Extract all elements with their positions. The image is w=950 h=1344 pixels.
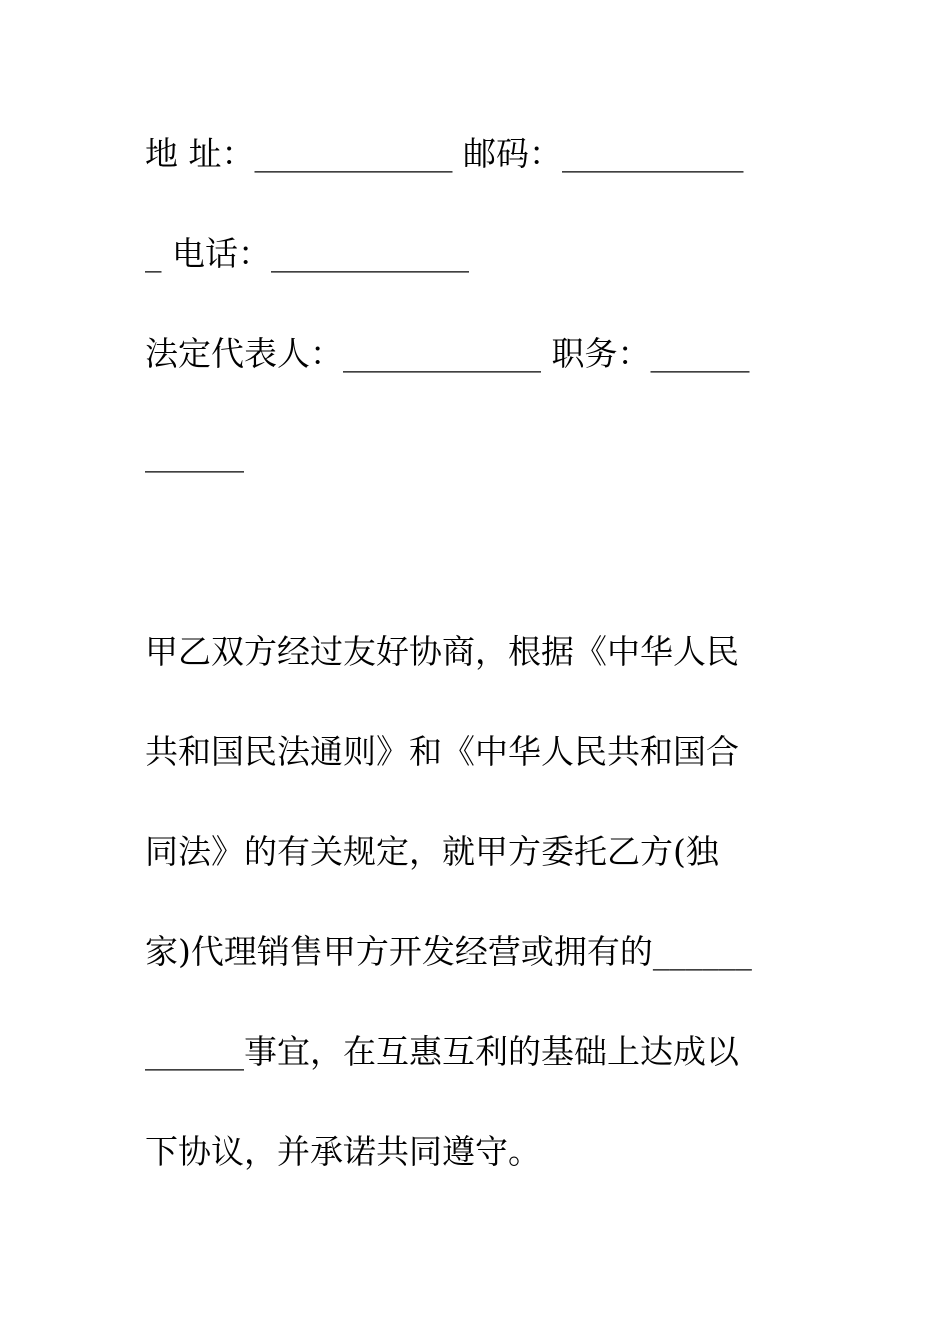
preamble-line: ______事宜，在互惠互利的基础上达成以 [145,1032,739,1071]
legal-representative-line: 法定代表人：____________ 职务：______ [145,334,750,373]
preamble-line: 家)代理销售甲方开发经营或拥有的______ [145,932,752,971]
preamble-line: 同法》的有关规定，就甲方委托乙方(独 [145,832,719,871]
position-blank-line: ______ [145,434,244,473]
address-postcode-line: 地 址：____________ 邮码：___________ [145,134,744,173]
phone-line: _ 电话：____________ [145,234,469,273]
preamble-line: 共和国民法通则》和《中华人民共和国合 [145,732,739,771]
preamble-line: 下协议，并承诺共同遵守。 [145,1132,541,1171]
preamble-line: 甲乙双方经过友好协商，根据《中华人民 [145,632,739,671]
